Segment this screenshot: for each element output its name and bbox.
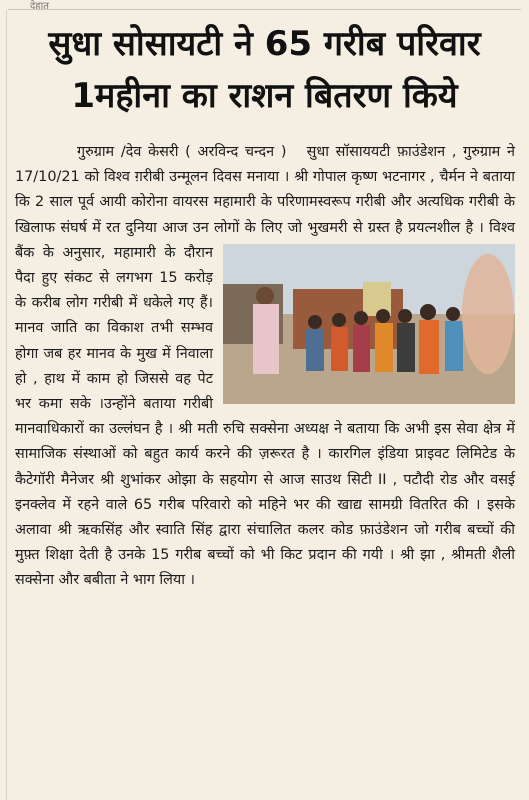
left-rule (6, 10, 7, 800)
edition-mark: देहात (30, 1, 49, 12)
dateline: गुरुग्राम /देव केसरी ( अरविन्द चन्दन ) (77, 144, 287, 160)
headline-line-2: 1महीना का राशन बितरण किये (71, 76, 458, 116)
article-body (15, 140, 515, 594)
article-text-bottom: गरीबी में धकेले गए हैं। मानव जाति का विकाश तभी सम्भव होगा जब हर मानव के मुख में निवाला हो , हाथ में काम हो जिससे वह पेट भर कमा सके ।उन्होंने बताया गरीबी मानवाधिकारों का उल्लंघन है । श्री मती रुचि सक्सेना अध्यक्ष ने बताया कि अभी इस सेवा क्षेत्र में सामाजिक संस्थाओं को बहुत कार्य करने की ज़रूरत है । कारगिल इंडिया प्राइवट लिमिटेड के कैटेगॉरी मैनेजर श्री शुभांकर ओझा के सहयोग से आज साउथ सिटी II , पटौदी रोड और वसई इनक्लेव में रहने वाले 65 गरीब परिवारो को महिने भर की खाद्य सामग्री वितरित की । इसके अलावा श्री ऋकसिंह और स्वाति सिंह द्वारा संचालित कलर कोड फ़ाउंडेशन जो गरीब बच्चों की मुफ़्त शिक्षा देती है उनके 15 गरीब बच्चों को भी किट प्रदान की गयी । श्री झा , श्रीमती शैली सक्सेना और बबीता ने भाग लिया । (15, 295, 515, 589)
headline-line-1: सुधा सोसायटी ने 65 गरीब परिवार (48, 24, 481, 64)
news-photo (223, 244, 515, 404)
article-paragraph (15, 140, 515, 594)
headline (8, 18, 521, 122)
top-rule (8, 9, 521, 10)
article-text-wrap: के लिए जो भुखमरी से ग्रस्त है प्रयत्नशील है । विश्व बैंक के अनुसार, महामारी के दौरान पैदा हुए संकट से लगभग 15 करोड़ के करीब लोग (15, 219, 515, 312)
photo-illustration (223, 244, 515, 404)
article-text-top: सुधा सॉसाययटी फ़ाउंडेशन , गुरुग्राम ने 17/10/21 को विश्व ग़रीबी उन्मूलन दिवस मनाया । श्री गोपाल कृष्ण भटनागर , चैर्मन ने बताया कि 2 साल पूर्व आयी कोरोना वायरस महामारी के परिणामस्वरूप गरीबी और अत्यधिक गरीबी के खिलाफ संघर्ष में रत दुनिया आज उन लोगों (15, 144, 515, 236)
